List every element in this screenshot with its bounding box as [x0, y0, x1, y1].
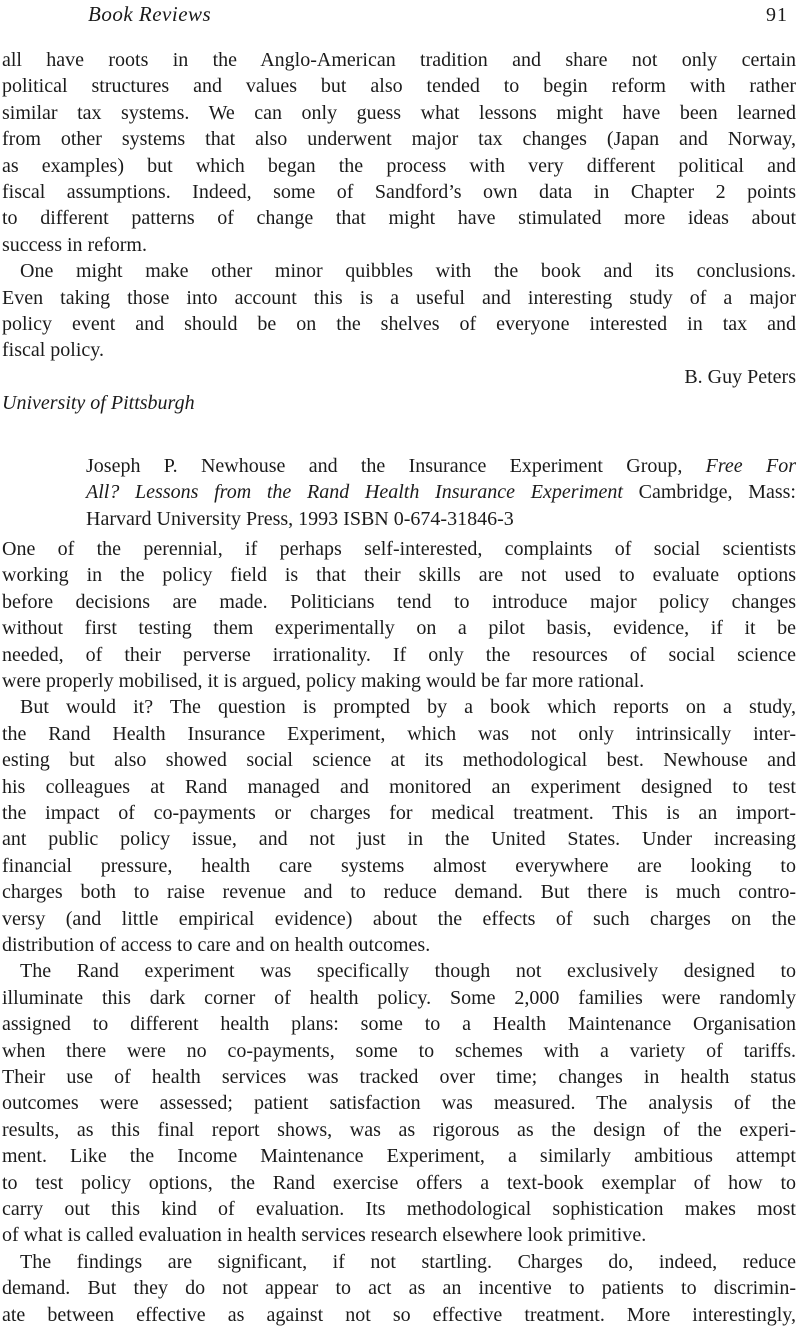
text-line: ate between effective as against not so effective treatment. More interestingly,	[2, 1303, 796, 1326]
text-line	[86, 506, 796, 532]
text-line: policy event and should be on the shelves of everyone interested in tax and	[2, 313, 796, 336]
book-title-italic: All? Lessons from the Rand Health Insurance Experiment	[86, 481, 623, 504]
citation-text: Cambridge, Mass:	[622, 481, 796, 504]
text-line: of what is called evaluation in health services research elsewhere look primitive.	[2, 1224, 647, 1247]
citation-text: Harvard University Press, 1993 ISBN 0-674-31846-3	[86, 507, 514, 530]
text-line: distribution of access to care and on health outcomes.	[2, 934, 431, 956]
running-header	[0, 0, 800, 47]
text-line: Their use of health services was tracked over time; changes in health status	[2, 1066, 796, 1089]
text-line: ment. Like the Income Maintenance Experiment, a similarly ambitious attempt	[2, 1145, 796, 1168]
page-number: 91	[766, 4, 788, 26]
text-line: as examples) but which began the process with very different political and	[2, 154, 796, 177]
text-line: to different patterns of change that might have stimulated more ideas about	[2, 207, 796, 230]
text-line: But would it? The question is prompted by a book which reports on a study,	[20, 696, 796, 719]
text-line: fiscal assumptions. Indeed, some of Sandford’s own data in Chapter 2 points	[2, 181, 796, 204]
text-line: The findings are significant, if not startling. Charges do, indeed, reduce	[20, 1250, 796, 1273]
text-line	[86, 453, 796, 479]
text-line: similar tax systems. We can only guess what lessons might have been learned	[2, 101, 796, 124]
text-line: when there were no co-payments, some to schemes with a variety of tariffs.	[2, 1039, 796, 1062]
reviewer-signature: B. Guy Peters	[684, 365, 796, 388]
text-line: working in the policy field is that their skills are not used to evaluate options	[2, 564, 796, 587]
text-line: ant public policy issue, and not just in the United States. Under increasing	[2, 828, 796, 851]
text-line: from other systems that also underwent major tax changes (Japan and Norway,	[2, 128, 796, 151]
text-line: were properly mobilised, it is argued, policy making would be far more rational.	[2, 669, 645, 692]
paragraph	[2, 1249, 796, 1328]
book-title-italic: Free For	[705, 454, 796, 477]
text-line: versy (and little empirical evidence) about the effects of such charges on the	[2, 907, 796, 930]
text-line: financial pressure, health care systems almost everywhere are looking to	[2, 854, 796, 877]
text-line: to test policy options, the Rand exercise offers a text-book exemplar of how to	[2, 1171, 796, 1194]
text-line: his colleagues at Rand managed and monitored an experiment designed to test	[2, 775, 796, 798]
text-line: success in reform.	[2, 233, 147, 256]
paragraph	[2, 258, 796, 364]
text-line: esting but also showed social science at its methodological best. Newhouse and	[2, 749, 796, 772]
text-line: the impact of co-payments or charges for medical treatment. This is an import-	[2, 801, 796, 824]
text-line: results, as this final report shows, was as rigorous as the design of the experi-	[2, 1118, 796, 1141]
reviewer-affiliation: University of Pittsburgh	[2, 392, 195, 415]
text-line: the Rand Health Insurance Experiment, which was not only intrinsically inter-	[2, 722, 796, 745]
paragraph	[2, 694, 796, 958]
text-line: Even taking those into account this is a useful and interesting study of a major	[2, 286, 796, 309]
text-line: illuminate this dark corner of health policy. Some 2,000 families were randomly	[2, 986, 796, 1009]
text-line: outcomes were assessed; patient satisfaction was measured. The analysis of the	[2, 1092, 796, 1115]
text-line: needed, of their perverse irrationality. If only the resources of social science	[2, 643, 796, 666]
text-line: fiscal policy.	[2, 339, 105, 362]
citation-text: Joseph P. Newhouse and the Insurance Experiment Group,	[86, 454, 706, 477]
text-line: carry out this kind of evaluation. Its methodological sophistication makes most	[2, 1198, 796, 1221]
text-line: all have roots in the Anglo-American tradition and share not only certain	[2, 49, 796, 71]
page-text-flow	[0, 47, 800, 1328]
text-line	[86, 479, 796, 505]
paragraph	[2, 536, 796, 694]
running-header-title: Book Reviews	[88, 2, 212, 26]
paragraph	[2, 958, 796, 1248]
book-citation	[86, 453, 796, 532]
text-line: demand. But they do not appear to act as an incentive to patients to discrimin-	[2, 1277, 796, 1300]
text-line: political structures and values but also tended to begin reform with rather	[2, 75, 796, 98]
text-line: before decisions are made. Politicians tend to introduce major policy changes	[2, 590, 796, 613]
text-line: without first testing them experimentally on a pilot basis, evidence, if it be	[2, 617, 796, 640]
text-line: charges both to raise revenue and to reduce demand. But there is much contro-	[2, 881, 796, 904]
text-line: The Rand experiment was specifically though not exclusively designed to	[20, 960, 796, 983]
paragraph	[2, 47, 796, 258]
text-line: assigned to different health plans: some to a Health Maintenance Organisation	[2, 1013, 796, 1036]
text-line: One of the perennial, if perhaps self-interested, complaints of social scientists	[2, 537, 796, 560]
text-line: One might make other minor quibbles with the book and its conclusions.	[20, 260, 796, 283]
